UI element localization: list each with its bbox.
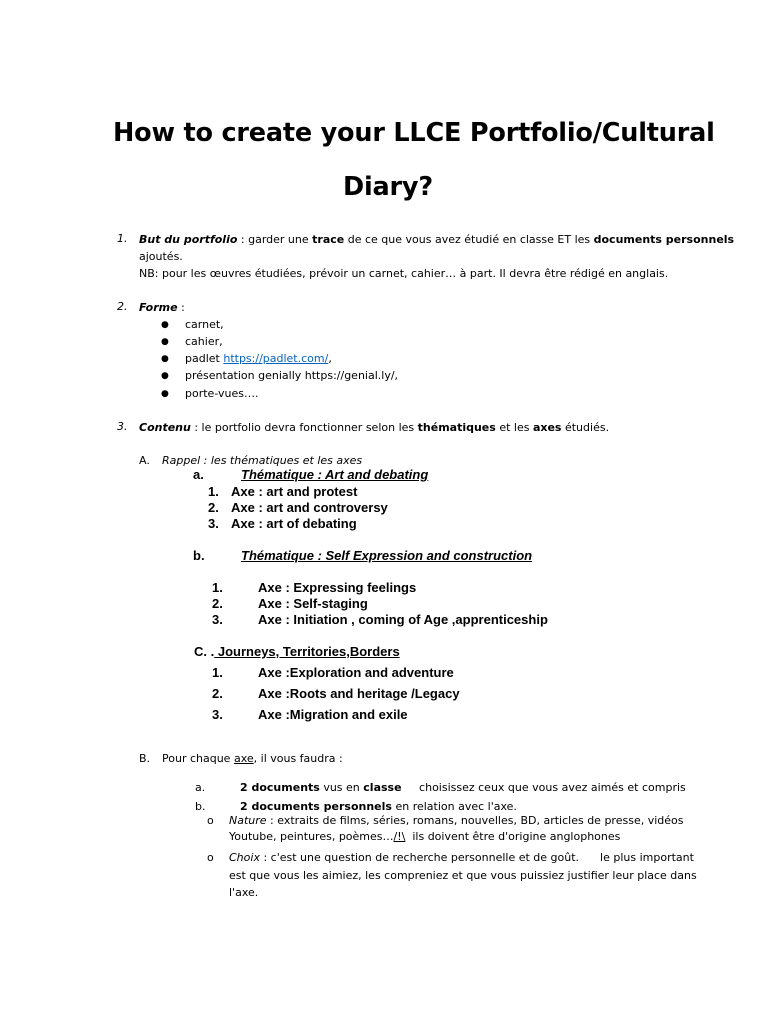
part-b-intro <box>162 750 343 767</box>
section-2-label: Forme <box>139 301 178 314</box>
section-3-label: Contenu <box>139 421 191 434</box>
sub-bullet-icon: o <box>207 851 214 864</box>
choix-label: Choix <box>229 851 260 864</box>
section-2-colon: : <box>177 301 185 314</box>
nature-text-1: : extraits de films, séries, romans, nouvelles, BD, articles de presse, vidéos <box>266 814 684 827</box>
section-1-documents: documents personnels <box>593 233 735 246</box>
section-2-number: 2. <box>117 300 128 313</box>
choix-line-3: l'axe. <box>229 886 259 899</box>
section-1-nb: NB: pour les œuvres étudiées, prévoir un carnet, cahier… à part. Il devra être rédigé en anglais. <box>139 267 669 280</box>
thema-c-num-2: 2. <box>212 686 223 701</box>
section-3-line <box>139 419 609 436</box>
part-b-a-line <box>240 779 686 796</box>
thema-a-axe-2: Axe : art and controversy <box>231 500 388 515</box>
part-b-text-b: , il vous faudra : <box>253 752 343 765</box>
thema-c-axe-2: Axe :Roots and heritage /Legacy <box>258 686 460 701</box>
section-3-number: 3. <box>117 420 128 433</box>
section-1-text-b: de ce que vous avez étudié en classe ET les <box>344 233 594 246</box>
forme-item-padlet <box>185 350 332 367</box>
padlet-prefix: padlet <box>185 352 224 365</box>
part-a-letter: A. <box>139 454 150 467</box>
section-3-text-c: étudiés. <box>561 421 610 434</box>
thema-c-heading <box>194 644 400 659</box>
part-b-b-bold: 2 documents personnels <box>240 800 392 813</box>
bullet-icon: ● <box>161 371 169 381</box>
part-b-a-text-1: vus en <box>319 781 364 794</box>
bullet-icon: ● <box>161 354 169 364</box>
section-1-text-a: : garder une <box>237 233 313 246</box>
forme-item-genially: présentation genially https://genial.ly/, <box>185 369 399 382</box>
thema-a-num-3: 3. <box>208 516 219 531</box>
section-3-text-b: et les <box>495 421 533 434</box>
title-line-2: Diary? <box>343 172 433 202</box>
bullet-icon: ● <box>161 337 169 347</box>
section-3-text-a: : le portfolio devra fonctionner selon les <box>190 421 418 434</box>
part-b-letter: B. <box>139 752 151 765</box>
thema-c-axe-3: Axe :Migration and exile <box>258 707 408 722</box>
section-3-thematiques: thématiques <box>417 421 496 434</box>
thema-c-num-1: 1. <box>212 665 223 680</box>
part-b-b-text: en relation avec l'axe. <box>391 800 517 813</box>
thema-b-axe-3: Axe : Initiation , coming of Age ,apprenticeship <box>258 612 548 627</box>
thema-a-letter: a. <box>193 467 204 482</box>
part-b-b-letter: b. <box>195 800 206 813</box>
section-3-axes: axes <box>532 421 562 434</box>
nature-label: Nature <box>229 814 267 827</box>
bullet-icon: ● <box>161 320 169 330</box>
part-b-a-bold-2: classe <box>363 781 402 794</box>
thema-b-num-2: 2. <box>212 596 223 611</box>
section-1-label: But du portfolio <box>139 233 238 246</box>
part-a-label: Rappel : les thématiques et les axes <box>162 454 363 467</box>
choix-line-1 <box>229 849 694 866</box>
forme-item-carnet: carnet, <box>185 318 224 331</box>
thema-b-axe-1: Axe : Expressing feelings <box>258 580 417 595</box>
choix-text-1: : c'est une question de recherche personnelle et de goût. le plus important <box>259 851 694 864</box>
sub-bullet-icon: o <box>207 814 214 827</box>
thema-c-num-3: 3. <box>212 707 223 722</box>
title-line-1: How to create your LLCE Portfolio/Cultural <box>113 118 715 148</box>
part-b-a-text-2: choisissez ceux que vous avez aimés et compris <box>401 781 686 794</box>
forme-item-cahier: cahier, <box>185 335 223 348</box>
part-b-a-letter: a. <box>195 781 206 794</box>
section-2-heading <box>139 299 185 316</box>
section-1-trace: trace <box>312 233 345 246</box>
thema-a-num-1: 1. <box>208 484 219 499</box>
section-1-line-2: ajoutés. <box>139 250 183 263</box>
part-b-axe: axe <box>233 752 254 765</box>
nature-text-2b: ils doivent être d'origine anglophones <box>405 830 621 843</box>
thema-a-title: Thématique : Art and debating <box>241 467 429 482</box>
part-b-a-bold-1: 2 documents <box>240 781 320 794</box>
bullet-icon: ● <box>161 389 169 399</box>
choix-line-2: est que vous les aimiez, les compreniez et que vous puissiez justifier leur place dans <box>229 869 697 882</box>
nature-line-2 <box>229 828 620 845</box>
nature-text-2a: Youtube, peintures, poèmes… <box>229 830 394 843</box>
thema-b-axe-2: Axe : Self-staging <box>258 596 368 611</box>
padlet-suffix: , <box>328 352 332 365</box>
section-1-number: 1. <box>117 232 128 245</box>
thema-a-axe-1: Axe : art and protest <box>231 484 358 499</box>
thema-c-title: Journeys, Territories,Borders <box>214 644 400 659</box>
warning-icon: /!\ <box>393 830 406 843</box>
thema-a-axe-3: Axe : art of debating <box>231 516 357 531</box>
part-b-text-a: Pour chaque <box>162 752 234 765</box>
thema-b-num-3: 3. <box>212 612 223 627</box>
thema-b-num-1: 1. <box>212 580 223 595</box>
section-1-line-1 <box>139 231 734 248</box>
thema-b-title: Thématique : Self Expression and construction <box>241 548 533 563</box>
thema-c-axe-1: Axe :Exploration and adventure <box>258 665 454 680</box>
padlet-link[interactable]: https://padlet.com/ <box>223 352 329 365</box>
thema-a-num-2: 2. <box>208 500 219 515</box>
thema-c-prefix: C. . <box>194 644 215 659</box>
nature-line-1 <box>229 812 683 829</box>
forme-item-porte-vues: porte-vues…. <box>185 387 259 400</box>
thema-b-letter: b. <box>193 548 205 563</box>
